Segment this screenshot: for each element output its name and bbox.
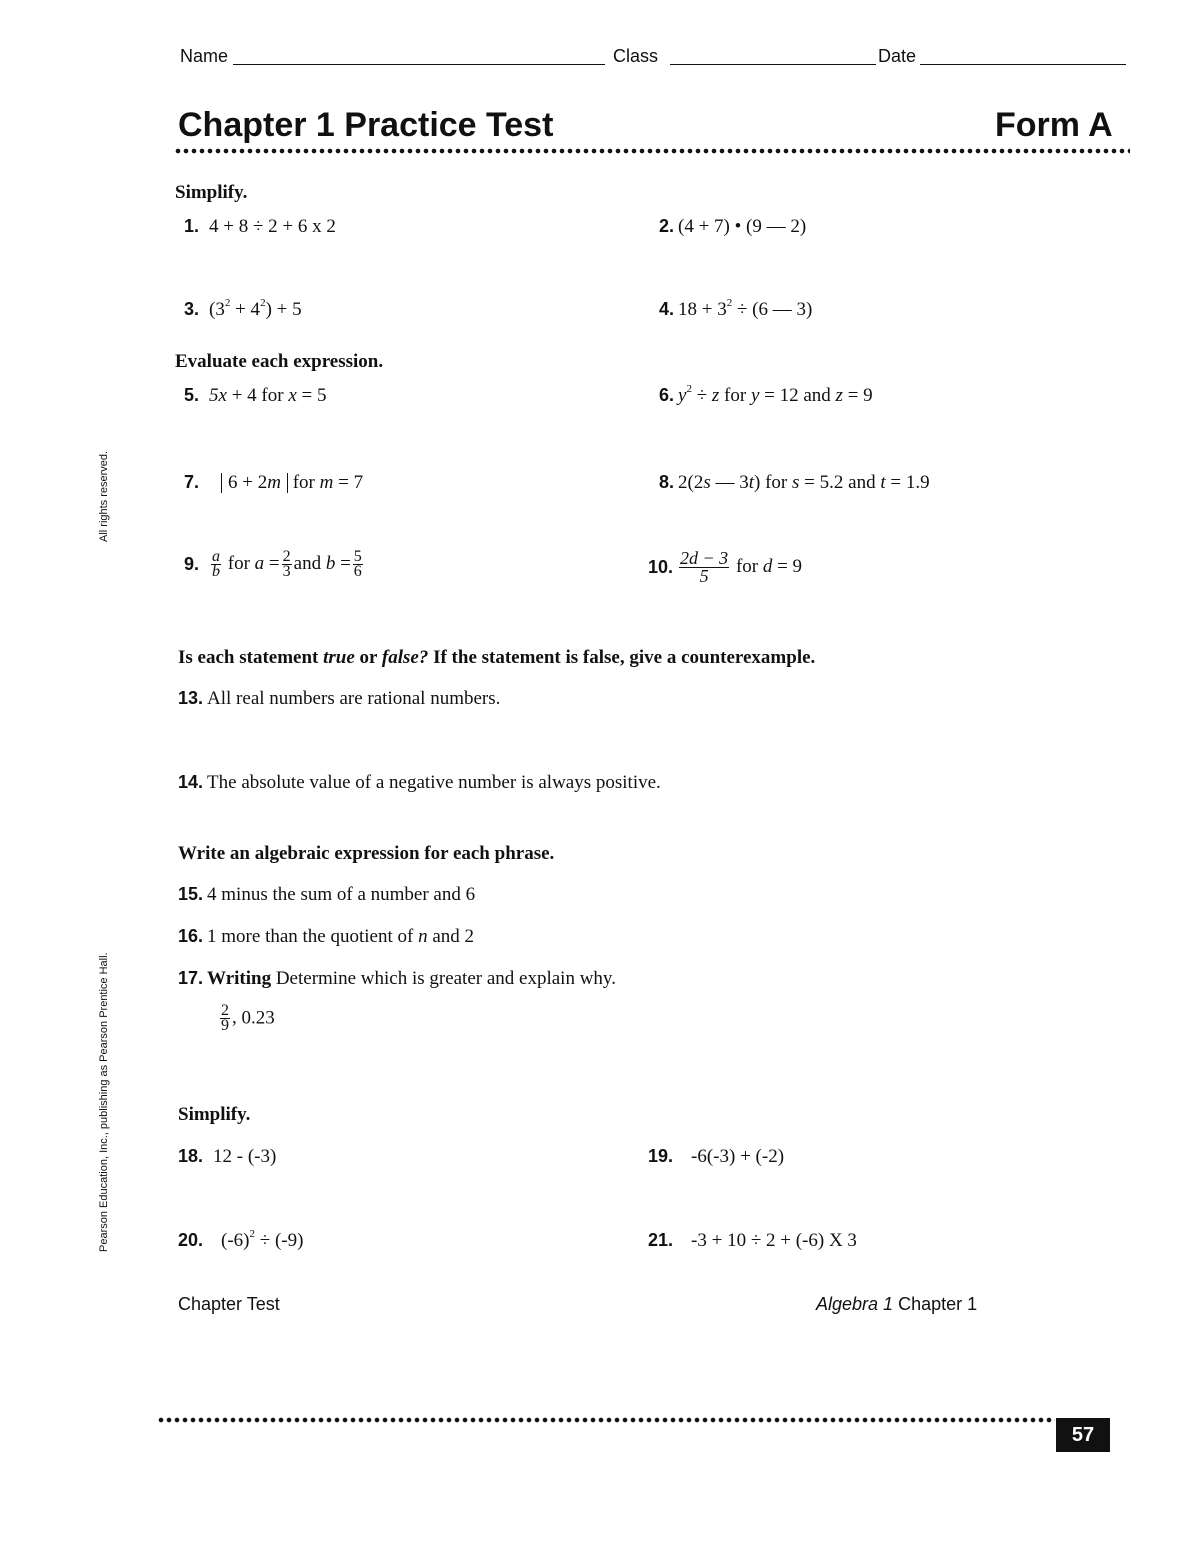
- problem-text: All real numbers are rational numbers.: [207, 688, 501, 709]
- form-label: Form A: [995, 106, 1113, 144]
- problem-text: 2(2s — 3t) for s = 5.2 and t = 1.9: [678, 472, 930, 493]
- footer-left: Chapter Test: [178, 1294, 280, 1314]
- problem-2: [659, 216, 806, 238]
- problem-number: 3.: [184, 299, 200, 319]
- problem-17-values: $\frac{2}{9}$ , 0.23: [221, 1002, 275, 1034]
- publisher-notice: Pearson Education, Inc., publishing as Pearson Prentice Hall.: [98, 952, 110, 1252]
- problem-text: $\frac{2d - 3}{5}$ for d = 9: [680, 548, 803, 586]
- absolute-value-bars: 6 + 2m: [221, 473, 288, 493]
- problem-text: $y^2 \div z$ for y = 12 and z = 9: [678, 383, 873, 406]
- rights-notice: All rights reserved.: [98, 450, 110, 542]
- problem-3: [184, 299, 302, 321]
- problem-number: 10.: [648, 557, 674, 577]
- problem-number: 7.: [184, 472, 200, 492]
- problem-4: [659, 299, 812, 321]
- problem-17: [178, 968, 616, 990]
- problem-7: [184, 472, 363, 494]
- title-dotted-rule: [174, 148, 1130, 154]
- problem-text: 6 + 2m for m = 7: [221, 472, 363, 493]
- problem-number: 6.: [659, 385, 675, 405]
- problem-number: 14.: [178, 772, 204, 792]
- fraction-two-thirds: $\frac{2}{3}$: [282, 548, 291, 580]
- problem-number: 8.: [659, 472, 675, 492]
- problem-text: 4 + 8 ÷ 2 + 6 x 2: [209, 216, 336, 237]
- problem-text: The absolute value of a negative number is always positive.: [207, 772, 661, 793]
- date-label: Date: [878, 46, 917, 66]
- problem-20: [178, 1230, 303, 1252]
- fraction-five-sixths: $\frac{5}{6}$: [353, 548, 362, 580]
- fraction-a-over-b: $\frac{a}{b}$: [212, 548, 221, 580]
- problem-16: [178, 926, 474, 948]
- problem-14: [178, 772, 661, 794]
- problem-10: [648, 550, 802, 585]
- page-number: 57: [1056, 1418, 1110, 1452]
- problem-19: [648, 1146, 784, 1168]
- date-line[interactable]: [920, 64, 1126, 65]
- problem-number: 15.: [178, 884, 204, 904]
- section-heading-true-false: Is each statement true or false? If the statement is false, give a counterexample.: [178, 647, 816, 668]
- problem-8: [659, 472, 930, 494]
- problem-21: [648, 1230, 857, 1252]
- problem-number: 13.: [178, 688, 204, 708]
- problem-15: [178, 884, 475, 906]
- problem-number: 18.: [178, 1146, 204, 1166]
- problem-number: 2.: [659, 216, 675, 236]
- problem-number: 20.: [178, 1230, 204, 1250]
- fraction-expression: $\frac{2d - 3}{5}$: [680, 548, 729, 586]
- section-heading-algebraic: Write an algebraic expression for each phrase.: [178, 843, 555, 864]
- problem-text: $\frac{a}{b}$ for a = $\frac{2}{3}$ and b = $\frac{5}{6}$: [212, 548, 362, 580]
- problem-text: 1 more than the quotient of n and 2: [207, 926, 475, 947]
- problem-number: 1.: [184, 216, 200, 236]
- problem-number: 21.: [648, 1230, 674, 1250]
- problem-text: 5x + 4 for x = 5: [209, 385, 327, 406]
- section-heading-evaluate: Evaluate each expression.: [175, 351, 384, 372]
- problem-13: [178, 688, 500, 710]
- problem-6: [659, 385, 873, 407]
- footer-dotted-rule: [157, 1417, 1055, 1423]
- problem-text: -6(-3) + (-2): [691, 1146, 785, 1167]
- problem-text: Writing Determine which is greater and explain why.: [207, 968, 616, 989]
- problem-text: $(-6)^2 \div (-9)$: [221, 1228, 304, 1251]
- problem-text: 4 minus the sum of a number and 6: [207, 884, 476, 905]
- problem-18: [178, 1146, 276, 1168]
- problem-text: 12 - (-3): [213, 1146, 277, 1167]
- problem-5: [184, 385, 326, 407]
- section-heading-simplify: Simplify.: [175, 182, 248, 203]
- problem-number: 17.: [178, 968, 204, 988]
- section-heading-simplify-2: Simplify.: [178, 1104, 251, 1125]
- problem-number: 19.: [648, 1146, 674, 1166]
- problem-text: (4 + 7) • (9 — 2): [678, 216, 807, 237]
- problem-1: [184, 216, 336, 238]
- class-label: Class: [613, 46, 659, 66]
- problem-number: 4.: [659, 299, 675, 319]
- page-title: Chapter 1 Practice Test: [178, 106, 554, 144]
- footer-right: Algebra 1 Chapter 1: [816, 1294, 978, 1314]
- class-line[interactable]: [670, 64, 876, 65]
- problem-text: $(3^2 + 4^2) + 5$: [209, 297, 302, 320]
- name-line[interactable]: [233, 64, 605, 65]
- problem-text: -3 + 10 ÷ 2 + (-6) X 3: [691, 1230, 857, 1251]
- problem-text: $18 + 3^2 \div (6$ — 3): [678, 297, 813, 320]
- problem-number: 16.: [178, 926, 204, 946]
- problem-9: [184, 550, 365, 579]
- problem-number: 5.: [184, 385, 200, 405]
- name-label: Name: [180, 46, 229, 66]
- fraction-two-ninths: $\frac{2}{9}$: [221, 1002, 229, 1034]
- problem-number: 9.: [184, 554, 200, 574]
